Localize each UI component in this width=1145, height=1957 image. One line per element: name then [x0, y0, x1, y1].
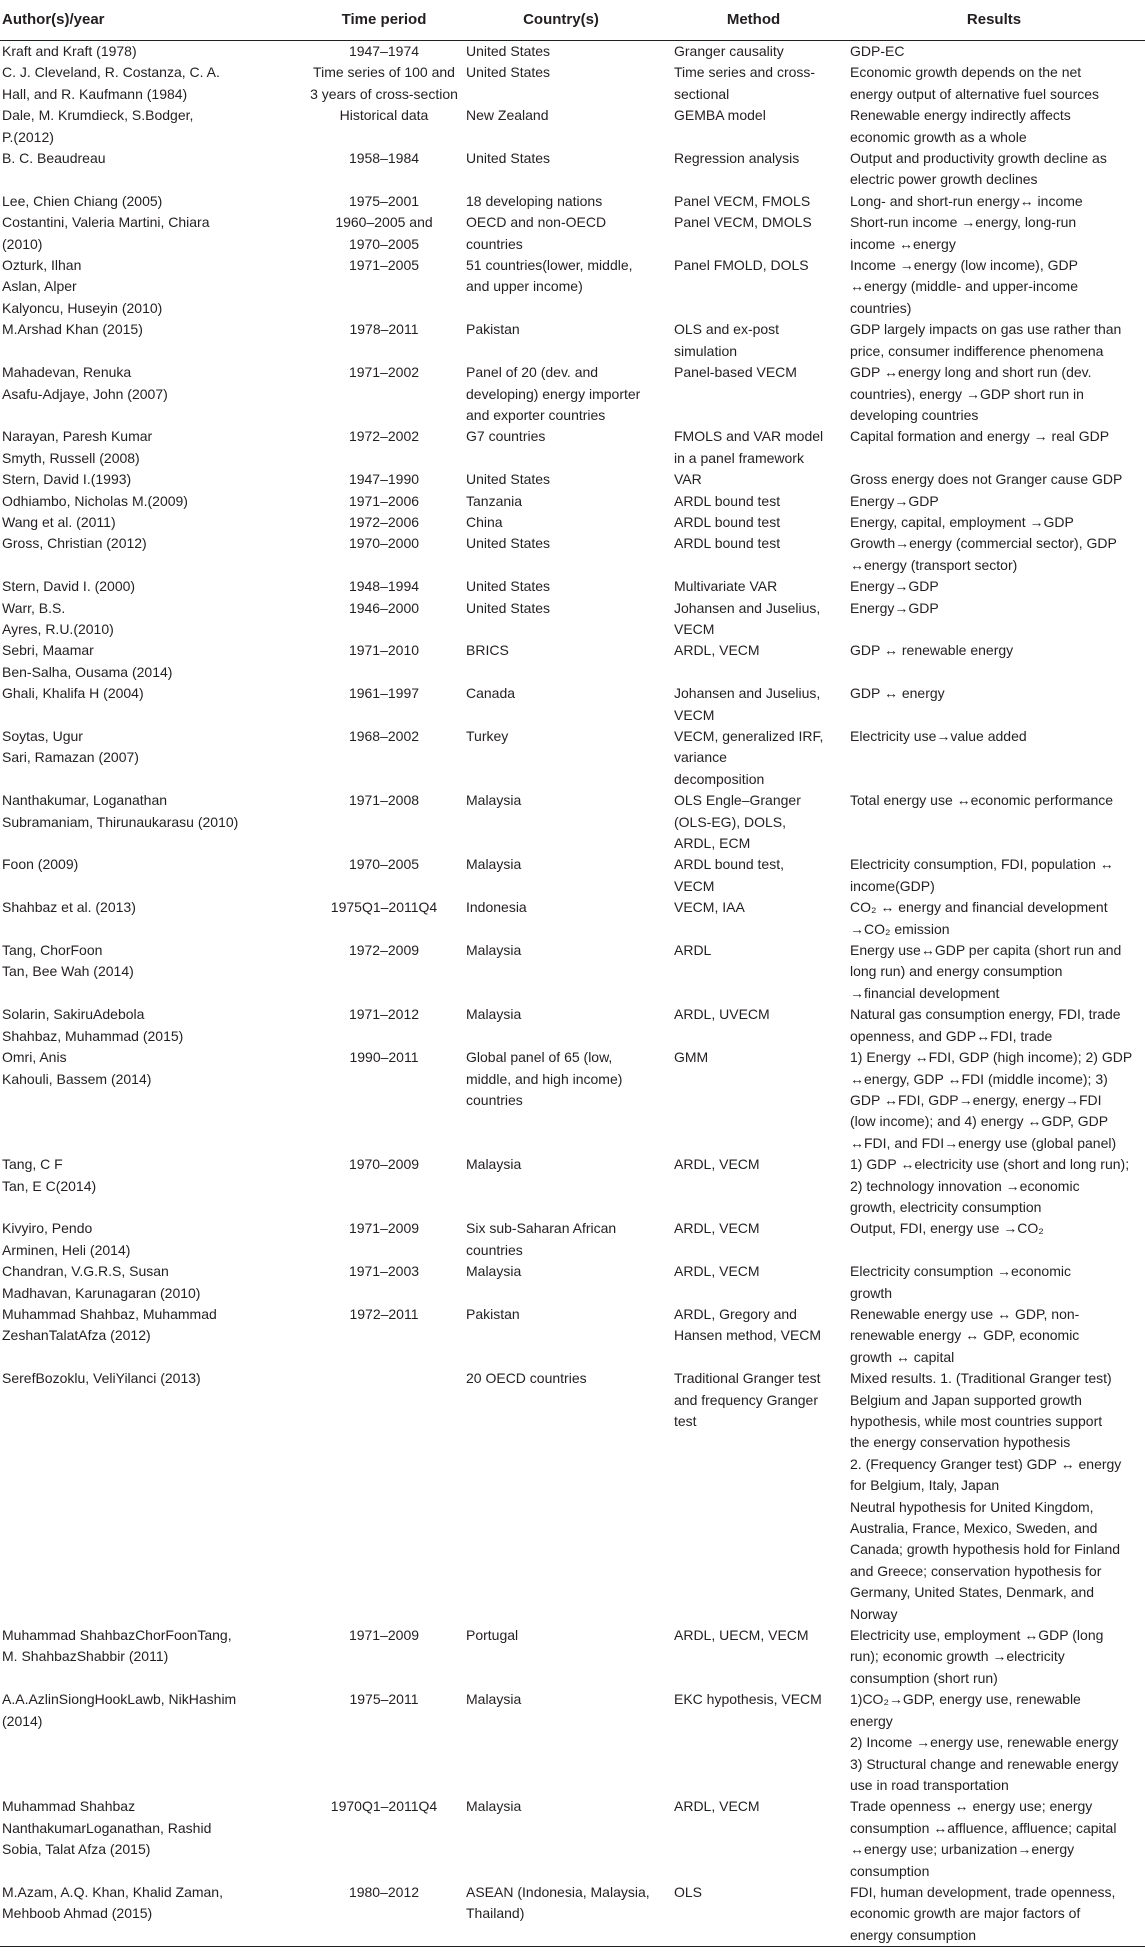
- table-row: [0, 148, 1145, 191]
- cell-method: ARDL, VECM: [674, 642, 760, 659]
- cell-author: Soytas, Ugur Sari, Ramazan (2007): [2, 728, 139, 766]
- table-row: [0, 1154, 1145, 1218]
- cell-method: Johansen and Juselius, VECM: [674, 599, 821, 637]
- cell-country: ASEAN (Indonesia, Malaysia, Thailand): [458, 1882, 664, 1947]
- table-row: [0, 533, 1145, 576]
- cell-method: EKC hypothesis, VECM: [674, 1691, 822, 1708]
- table-row: [0, 319, 1145, 362]
- cell-country: United States: [466, 471, 551, 488]
- header-time-period: Time period: [310, 0, 458, 41]
- cell-author: Ozturk, Ilhan Aslan, Alper Kalyoncu, Huseyin (2010): [2, 257, 163, 316]
- header-results: Results: [843, 0, 1145, 41]
- cell-method: Panel VECM, DMOLS: [674, 214, 812, 231]
- table-row: [0, 1689, 1145, 1796]
- table-row: [0, 469, 1145, 490]
- cell-method: Granger causality: [674, 43, 784, 59]
- cell-time-period: 1971–2009: [348, 1627, 420, 1644]
- cell-time-period: 1975Q1–2011Q4: [330, 899, 438, 916]
- cell-country: Malaysia: [466, 1263, 522, 1280]
- cell-results: Energy→GDP: [850, 492, 939, 509]
- table-row: [0, 726, 1145, 790]
- cell-results: Output, FDI, energy use →CO₂: [850, 1220, 1044, 1237]
- cell-country: Canada: [466, 685, 516, 702]
- cell-method: ARDL bound test: [674, 492, 781, 509]
- cell-country: BRICS: [466, 642, 509, 659]
- cell-results: Energy use↔GDP per capita (short run and long run) and energy consumption →financial development: [850, 942, 1122, 1001]
- cell-country: China: [466, 513, 503, 530]
- cell-results: GDP ↔ energy: [850, 685, 945, 702]
- table-row: [0, 212, 1145, 255]
- cell-results: Electricity consumption, FDI, population ↔ income(GDP): [850, 856, 1114, 894]
- cell-author: Kivyiro, Pendo Arminen, Heli (2014): [2, 1220, 131, 1258]
- table-body: [0, 41, 1145, 1947]
- cell-results: Energy→GDP: [850, 599, 939, 616]
- cell-country: Malaysia: [466, 1006, 522, 1023]
- cell-results: Electricity consumption →economic growth: [850, 1263, 1071, 1301]
- cell-results: 1) Energy ↔FDI, GDP (high income); 2) GDP ↔energy, GDP ↔FDI (middle income); 3) GDP ↔FDI, GDP→energy, energy→FDI (low income); and 4) energy ↔GDP, GDP ↔FDI, and FDI→energy use (global panel): [850, 1049, 1133, 1151]
- cell-results: Natural gas consumption energy, FDI, trade openness, and GDP↔FDI, trade: [850, 1006, 1121, 1044]
- cell-country: Portugal: [466, 1627, 519, 1644]
- cell-method: Traditional Granger test and frequency Granger test: [674, 1370, 821, 1429]
- cell-results: Growth→energy (commercial sector), GDP ↔energy (transport sector): [850, 535, 1117, 573]
- cell-method: ARDL: [674, 942, 712, 959]
- cell-method: ARDL, UECM, VECM: [674, 1627, 809, 1644]
- cell-country: New Zealand: [466, 107, 549, 124]
- cell-author: Dale, M. Krumdieck, S.Bodger, P.(2012): [2, 107, 194, 145]
- cell-method: ARDL, VECM: [674, 1263, 760, 1280]
- cell-country: Indonesia: [466, 899, 527, 916]
- cell-method: Regression analysis: [674, 150, 800, 167]
- cell-results: Economic growth depends on the net energy output of alternative fuel sources: [850, 64, 1100, 102]
- cell-author: M.Arshad Khan (2015): [2, 321, 143, 338]
- cell-method: Time series and cross- sectional: [674, 64, 816, 102]
- cell-author: Tang, C F Tan, E C(2014): [2, 1156, 97, 1194]
- cell-time-period: 1968–2002: [348, 728, 420, 744]
- cell-results: Long- and short-run energy↔ income: [850, 192, 1083, 209]
- cell-time-period: [310, 1368, 458, 1625]
- table-row: [0, 1882, 1145, 1947]
- cell-results: Electricity use, employment ↔GDP (long run); economic growth →electricity consumption (short run): [850, 1627, 1104, 1686]
- cell-country: Malaysia: [466, 1156, 522, 1173]
- cell-time-period: 1971–2006: [348, 492, 420, 509]
- cell-author: Lee, Chien Chiang (2005): [2, 192, 163, 209]
- cell-time-period: 1971–2009: [348, 1220, 420, 1237]
- cell-time-period: Historical data: [339, 107, 429, 124]
- table-row: [0, 576, 1145, 597]
- cell-method: VAR: [674, 471, 702, 488]
- header-author: Author(s)/year: [0, 0, 310, 41]
- table-row: [0, 1368, 1145, 1625]
- cell-method: VECM, IAA: [674, 899, 745, 916]
- table-row: [0, 790, 1145, 854]
- cell-method: VECM, generalized IRF, variance decomposition: [674, 728, 824, 787]
- cell-author: A.A.AzlinSiongHookLawb, NikHashim (2014): [2, 1691, 237, 1729]
- cell-author: Gross, Christian (2012): [2, 535, 147, 552]
- cell-results: CO₂ ↔ energy and financial development →CO₂ emission: [850, 899, 1108, 937]
- cell-time-period: 1972–2011: [349, 1305, 419, 1322]
- cell-country: United States: [466, 578, 551, 595]
- cell-time-period: 1975–2011: [349, 1691, 419, 1708]
- cell-time-period: 1971–2010: [348, 642, 420, 659]
- table-row: [0, 41, 1145, 63]
- cell-time-period: 1958–1984: [348, 150, 420, 167]
- cell-author: Muhammad Shahbaz, Muhammad ZeshanTalatAfza (2012): [2, 1305, 217, 1344]
- cell-country: Pakistan: [466, 321, 520, 338]
- cell-time-period: 1978–2011: [349, 321, 419, 338]
- cell-results: 1) GDP ↔electricity use (short and long run); 2) technology innovation →economic growth, electricity consumption: [850, 1156, 1130, 1215]
- table-row: [0, 105, 1145, 148]
- cell-author: Warr, B.S. Ayres, R.U.(2010): [2, 599, 114, 637]
- cell-country: Panel of 20 (dev. and developing) energy importer and exporter countries: [466, 364, 641, 423]
- cell-author: Chandran, V.G.R.S, Susan Madhavan, Karunagaran (2010): [2, 1263, 201, 1301]
- cell-results: FDI, human development, trade openness, economic growth are major factors of energy consumption: [843, 1882, 1145, 1947]
- cell-author: Odhiambo, Nicholas M.(2009): [2, 492, 188, 509]
- cell-country: United States: [466, 64, 551, 81]
- table-row: [0, 512, 1145, 533]
- cell-time-period: 1972–2006: [348, 513, 420, 530]
- cell-method: GMM: [674, 1049, 709, 1066]
- cell-time-period: 1990–2011: [349, 1049, 419, 1066]
- cell-results: GDP largely impacts on gas use rather than price, consumer indifference phenomena: [850, 321, 1122, 359]
- cell-country: Turkey: [466, 728, 509, 744]
- cell-time-period: 1946–2000: [348, 599, 420, 616]
- table-header: [0, 0, 1145, 41]
- table-row: [0, 1004, 1145, 1047]
- cell-time-period: 1947–1974: [348, 43, 420, 59]
- cell-country: G7 countries: [466, 428, 546, 445]
- cell-country: Global panel of 65 (low, middle, and high income) countries: [466, 1049, 623, 1108]
- cell-time-period: 1947–1990: [348, 471, 420, 488]
- cell-method: ARDL, VECM: [674, 1156, 760, 1173]
- cell-method: ARDL bound test, VECM: [674, 856, 784, 894]
- cell-country: Malaysia: [466, 856, 522, 873]
- cell-method: OLS Engle–Granger (OLS-EG), DOLS, ARDL, ECM: [674, 792, 801, 852]
- cell-author: B. C. Beaudreau: [2, 150, 106, 167]
- cell-results: Energy→GDP: [850, 578, 939, 595]
- cell-country: 18 developing nations: [466, 192, 603, 209]
- table-row: [0, 62, 1145, 105]
- cell-results: Short-run income →energy, long-run income ↔energy: [850, 214, 1077, 252]
- cell-time-period: 1975–2001: [348, 192, 420, 209]
- cell-author: Stern, David I. (2000): [2, 578, 136, 595]
- table-row: [0, 940, 1145, 1004]
- cell-method: Panel FMOLD, DOLS: [674, 257, 809, 274]
- cell-results: Energy, capital, employment →GDP: [850, 513, 1074, 530]
- table-row: [0, 683, 1145, 726]
- cell-time-period: 1970–2009: [348, 1156, 420, 1173]
- cell-time-period: 1980–2012: [310, 1882, 458, 1947]
- cell-author: Muhammad Shahbaz NanthakumarLoganathan, Rashid Sobia, Talat Afza (2015): [2, 1798, 212, 1858]
- header-country: Country(s): [458, 0, 664, 41]
- cell-country: United States: [466, 535, 551, 552]
- cell-time-period: 1971–2002: [348, 364, 420, 381]
- cell-results: Income →energy (low income), GDP ↔energy (middle- and upper-income countries): [850, 257, 1078, 316]
- cell-results: Renewable energy use ↔ GDP, non- renewable energy ↔ GDP, economic growth ↔ capital: [850, 1305, 1080, 1365]
- cell-author: Narayan, Paresh Kumar Smyth, Russell (2008): [2, 428, 153, 466]
- cell-author: Muhammad ShahbazChorFoonTang, M. ShahbazShabbir (2011): [2, 1627, 232, 1665]
- cell-country: 51 countries(lower, middle, and upper income): [466, 257, 633, 295]
- cell-method: Panel VECM, FMOLS: [674, 192, 811, 209]
- cell-author: C. J. Cleveland, R. Costanza, C. A. Hall, and R. Kaufmann (1984): [2, 64, 220, 102]
- cell-results: Capital formation and energy → real GDP: [850, 428, 1110, 445]
- cell-country: Malaysia: [466, 942, 522, 959]
- cell-time-period: 1971–2005: [348, 257, 420, 274]
- cell-country: Malaysia: [466, 1691, 522, 1708]
- cell-author: Nanthakumar, Loganathan Subramaniam, Thirunaukarasu (2010): [2, 792, 239, 830]
- cell-country: Tanzania: [466, 492, 523, 509]
- cell-author: Ghali, Khalifa H (2004): [2, 685, 144, 702]
- cell-author: Omri, Anis Kahouli, Bassem (2014): [2, 1049, 152, 1087]
- cell-method: ARDL, Gregory and Hansen method, VECM: [674, 1305, 822, 1344]
- cell-time-period: 1971–2008: [348, 792, 420, 809]
- cell-author: Tang, ChorFoon Tan, Bee Wah (2014): [2, 942, 134, 980]
- cell-time-period: 1960–2005 and 1970–2005: [335, 214, 433, 252]
- table-row: [0, 362, 1145, 426]
- cell-country: Six sub-Saharan African countries: [466, 1220, 617, 1258]
- table-row: [0, 1047, 1145, 1154]
- cell-method: FMOLS and VAR model in a panel framework: [674, 428, 824, 466]
- table-row: [0, 640, 1145, 683]
- cell-results: GDP-EC: [850, 43, 905, 59]
- table-row: [0, 1304, 1145, 1368]
- cell-author: Sebri, Maamar Ben-Salha, Ousama (2014): [2, 642, 173, 680]
- cell-country: United States: [466, 43, 551, 59]
- cell-country: Malaysia: [466, 792, 522, 809]
- table-row: [0, 1796, 1145, 1882]
- cell-method: ARDL bound test: [674, 513, 781, 530]
- table-row: [0, 897, 1145, 940]
- header-method: Method: [664, 0, 843, 41]
- cell-author: Kraft and Kraft (1978): [2, 43, 137, 59]
- cell-time-period: 1961–1997: [348, 685, 420, 702]
- header-row: [0, 0, 1145, 41]
- cell-method: OLS and ex-post simulation: [674, 321, 780, 359]
- table-row: [0, 1261, 1145, 1304]
- table-row: [0, 426, 1145, 469]
- cell-country: 20 OECD countries: [466, 1370, 587, 1387]
- cell-author: Foon (2009): [2, 856, 79, 873]
- cell-results: Total energy use ↔economic performance: [850, 792, 1114, 809]
- cell-time-period: 1970–2000: [348, 535, 420, 552]
- cell-time-period: Time series of 100 and 3 years of cross-section: [310, 64, 458, 102]
- cell-method: ARDL, VECM: [674, 1220, 760, 1237]
- cell-author: Shahbaz et al. (2013): [2, 899, 136, 916]
- cell-method: Panel-based VECM: [674, 364, 797, 381]
- cell-author: M.Azam, A.Q. Khan, Khalid Zaman, Mehboob Ahmad (2015): [0, 1882, 310, 1947]
- cell-time-period: 1971–2003: [348, 1263, 420, 1280]
- cell-time-period: 1971–2012: [348, 1006, 420, 1023]
- cell-results: Gross energy does not Granger cause GDP: [850, 471, 1123, 488]
- cell-country: United States: [466, 150, 551, 167]
- cell-country: OECD and non-OECD countries: [466, 214, 607, 252]
- cell-country: United States: [466, 599, 551, 616]
- cell-method: ARDL, VECM: [674, 1798, 760, 1815]
- cell-results: Output and productivity growth decline as electric power growth declines: [850, 150, 1107, 188]
- cell-method: OLS: [664, 1882, 843, 1947]
- cell-time-period: 1948–1994: [348, 578, 420, 595]
- cell-method: Johansen and Juselius, VECM: [674, 685, 821, 723]
- cell-results: 1)CO₂→GDP, energy use, renewable energy 2) Income →energy use, renewable energy 3) Structural change and renewable energy use in road transportation: [850, 1691, 1119, 1793]
- table-row: [0, 491, 1145, 512]
- table-row: [0, 598, 1145, 641]
- cell-results: GDP ↔energy long and short run (dev. countries), energy →GDP short run in developing countries: [850, 364, 1092, 423]
- table-row: [0, 255, 1145, 319]
- cell-author: Mahadevan, Renuka Asafu-Adjaye, John (2007): [2, 364, 168, 402]
- cell-author: Stern, David I.(1993): [2, 471, 132, 488]
- table-row: [0, 854, 1145, 897]
- cell-method: Multivariate VAR: [674, 578, 778, 595]
- cell-time-period: 1970–2005: [348, 856, 420, 873]
- cell-results: GDP ↔ renewable energy: [850, 642, 1014, 659]
- cell-author: Costantini, Valeria Martini, Chiara (2010): [2, 214, 210, 252]
- cell-results: Mixed results. 1. (Traditional Granger test) Belgium and Japan supported growth hypothesis, while most countries support the energy conservation hypothesis 2. (Frequency Granger test) GDP ↔ energy for Belgium, Italy, Japan Neutral hypothesis for United Kingdom, Australia, France, Mexico, Sweden, and Canada; growth hypothesis hold for Finland and Greece; conservation hypothesis for Germany, United States, Denmark, and Norway: [850, 1370, 1122, 1622]
- cell-author: Solarin, SakiruAdebola Shahbaz, Muhammad (2015): [2, 1006, 184, 1044]
- cell-method: ARDL, UVECM: [674, 1006, 770, 1023]
- cell-time-period: 1972–2002: [348, 428, 420, 445]
- table-row: [0, 1625, 1145, 1689]
- cell-results: Renewable energy indirectly affects economic growth as a whole: [850, 107, 1071, 145]
- cell-author: Wang et al. (2011): [2, 513, 116, 530]
- cell-results: Electricity use→value added: [850, 728, 1027, 744]
- cell-method: ARDL bound test: [674, 535, 781, 552]
- cell-method: GEMBA model: [674, 107, 766, 124]
- table-row: [0, 191, 1145, 212]
- table-row: [0, 1218, 1145, 1261]
- cell-country: Pakistan: [466, 1305, 520, 1322]
- cell-time-period: 1970Q1–2011Q4: [330, 1798, 438, 1815]
- cell-country: Malaysia: [466, 1798, 522, 1815]
- cell-results: Trade openness ↔ energy use; energy consumption ↔affluence, affluence; capital ↔energy use; urbanization→energy consumption: [850, 1798, 1117, 1879]
- cell-time-period: 1972–2009: [348, 942, 420, 959]
- cell-author: SerefBozoklu, VeliYilanci (2013): [2, 1370, 201, 1387]
